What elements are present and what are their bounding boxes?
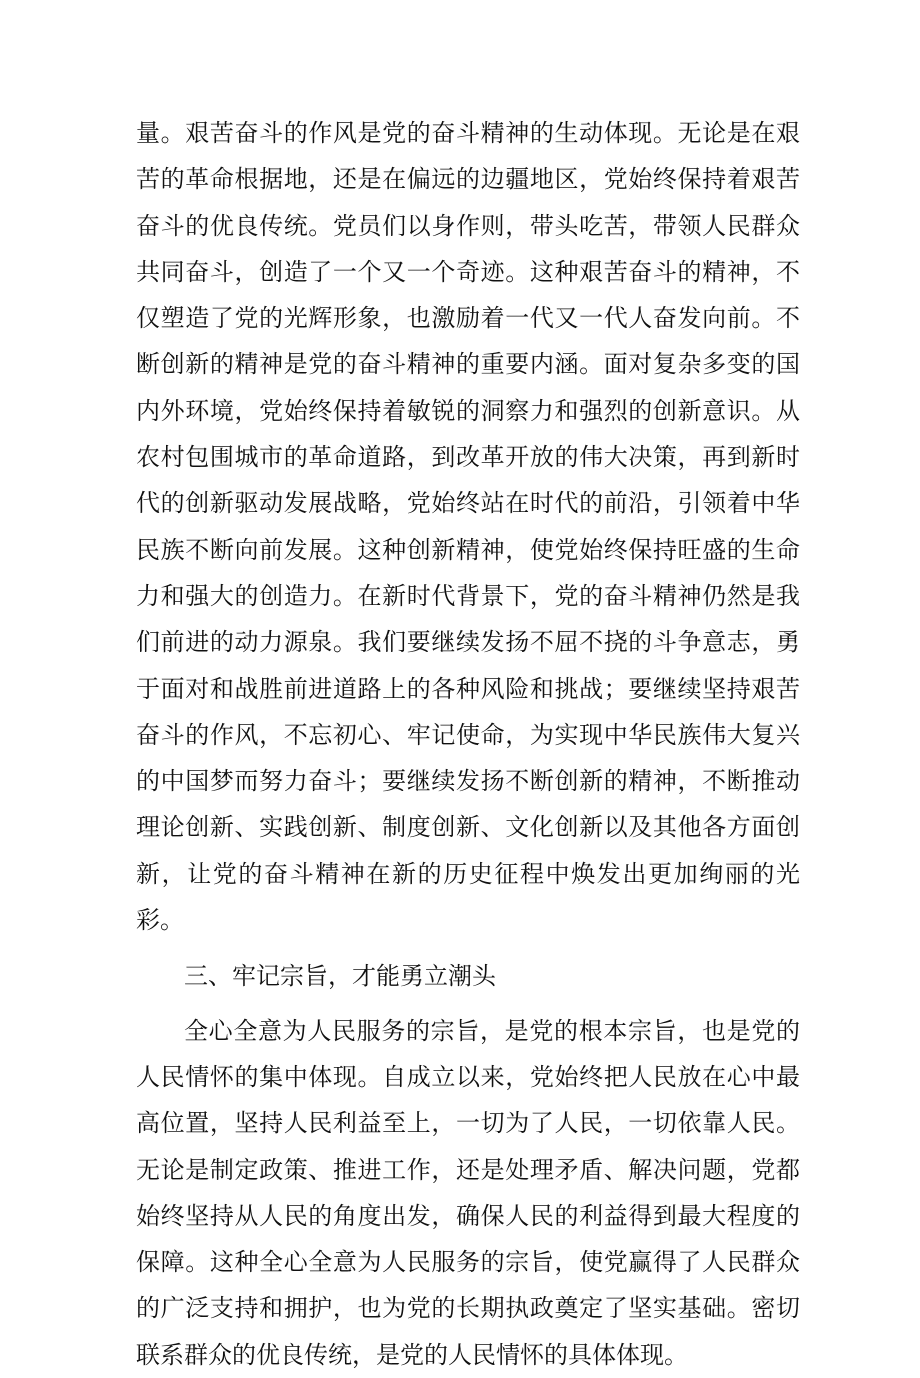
paragraph-continued: 量。艰苦奋斗的作风是党的奋斗精神的生动体现。无论是在艰苦的革命根据地，还是在偏远的边疆地区，党始终保持着艰苦奋斗的优良传统。党员们以身作则，带头吃苦，带领人民群众共同奋斗，创造了一个又一个奇迹。这种艰苦奋斗的精神，不仅塑造了党的光辉形象，也激励着一代又一代人奋发向前。不断创新的精神是党的奋斗精神的重要内涵。面对复杂多变的国内外环境，党始终保持着敏锐的洞察力和强烈的创新意识。从农村包围城市的革命道路，到改革开放的伟大决策，再到新时代的创新驱动发展战略，党始终站在时代的前沿，引领着中华民族不断向前发展。这种创新精神，使党始终保持旺盛的生命力和强大的创造力。在新时代背景下，党的奋斗精神仍然是我们前进的动力源泉。我们要继续发扬不屈不挠的斗争意志，勇于面对和战胜前进道路上的各种风险和挑战；要继续坚持艰苦奋斗的作风，不忘初心、牢记使命，为实现中华民族伟大复兴的中国梦而努力奋斗；要继续发扬不断创新的精神，不断推动理论创新、实践创新、制度创新、文化创新以及其他各方面创新，让党的奋斗精神在新的历史征程中焕发出更加绚丽的光彩。 [136, 119, 800, 935]
section-heading: 三、牢记宗旨，才能勇立潮头 [184, 962, 496, 991]
paragraph-section3: 全心全意为人民服务的宗旨，是党的根本宗旨，也是党的人民情怀的集中体现。自成立以来，党始终把人民放在心中最高位置，坚持人民利益至上，一切为了人民，一切依靠人民。无论是制定政策、推进工作，还是处理矛盾、解决问题，党都始终坚持从人民的角度出发，确保人民的利益得到最大程度的保障。这种全心全意为人民服务的宗旨，使党赢得了人民群众的广泛支持和拥护，也为党的长期执政奠定了坚实基础。密切联系群众的优良传统，是党的人民情怀的具体体现。 [136, 1016, 800, 1369]
